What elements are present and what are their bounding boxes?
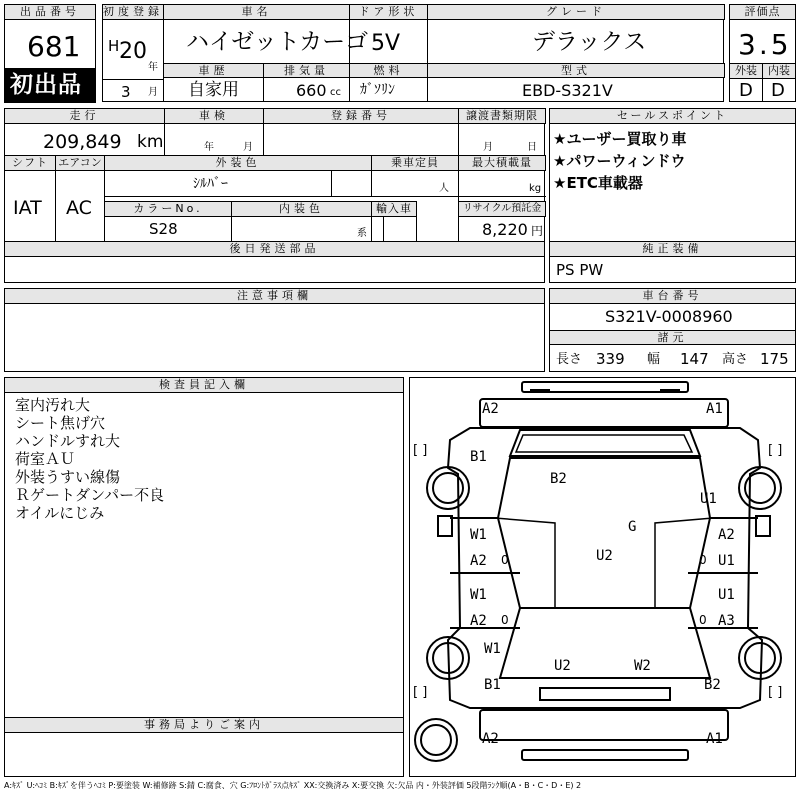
length-label: 長さ	[556, 352, 583, 367]
front-bumper	[480, 399, 728, 427]
month-unit: 月	[148, 87, 158, 98]
height: 175	[760, 350, 789, 368]
mark-left-rear-quarter: W1	[484, 641, 501, 657]
mark-hood: B2	[550, 471, 567, 487]
zero-left-1: 0	[501, 553, 509, 567]
equipment-box	[549, 241, 796, 283]
remark-1: 室内汚れ大	[15, 396, 91, 414]
mileage-unit: km	[137, 132, 164, 152]
mark-right-front-door: A2	[718, 527, 735, 543]
sales-point-3: ★ETC車載器	[553, 174, 643, 192]
interior-color-label: 内装色	[231, 201, 372, 217]
mark-windshield: G	[628, 519, 637, 535]
zero-right-2: 0	[699, 613, 707, 627]
model-code: EBD-S321V	[522, 81, 613, 100]
recycle-label: リサイクル預託金	[458, 201, 546, 217]
shift: IAT	[13, 197, 42, 219]
mark-front-left: A2	[482, 401, 499, 417]
fuel: ｶﾞｿﾘﾝ	[360, 82, 395, 98]
registration-box	[102, 4, 164, 102]
damage-diagram	[409, 377, 796, 777]
car-outline-svg	[410, 378, 797, 778]
import-label: 輸入車	[371, 201, 417, 217]
registration-number-label: 登録番号	[263, 108, 459, 124]
first-listing-label: 初出品	[10, 72, 82, 98]
mark-right-rear-door: U1	[718, 587, 735, 603]
cabin	[498, 458, 710, 608]
transfer-month-unit: 月	[483, 142, 493, 153]
mark-right-rear-door-2: A3	[718, 613, 735, 629]
zero-right-1: 0	[699, 553, 707, 567]
color-number: S28	[149, 220, 178, 238]
rear-bumper-bottom	[522, 750, 688, 760]
first-listing-badge	[4, 68, 96, 103]
capacity-label: 乗車定員	[371, 155, 459, 171]
car-name-label: 車名	[163, 4, 350, 20]
grade-label: グレード	[427, 4, 725, 20]
lot-number-label: 出品番号	[4, 4, 96, 20]
bracket-left-top: [ ]	[413, 443, 428, 458]
door-type: 5V	[371, 31, 401, 56]
score: 3.5	[738, 28, 792, 61]
air-conditioner: AC	[66, 197, 92, 219]
remark-6: Ｒゲートダンパー不良	[15, 486, 165, 504]
zero-left-2: 0	[501, 613, 509, 627]
mark-left-front-fender: B1	[470, 449, 487, 465]
bracket-right-top: [ ]	[768, 443, 783, 458]
sales-point-2: ★パワーウィンドウ	[553, 152, 686, 170]
car-name: ハイゼットカーゴ	[186, 29, 369, 55]
exterior-grade-label: 外装	[729, 63, 763, 79]
mark-right-front-fender: U1	[700, 491, 717, 507]
width-label: 幅	[647, 352, 661, 367]
remark-2: シート焦げ穴	[15, 414, 106, 432]
vehicle-info-box	[4, 108, 545, 242]
mark-left-front-door: W1	[470, 527, 487, 543]
rear-cargo	[500, 608, 710, 678]
mark-rear-bumper-right: A1	[706, 731, 723, 747]
lot-number: 681	[27, 30, 81, 63]
parts-label: 後日発送部品	[4, 241, 545, 257]
height-label: 高さ	[722, 352, 749, 367]
ac-label: エアコン	[55, 155, 105, 171]
interior-grade-label: 内装	[762, 63, 796, 79]
sales-points-label: セールスポイント	[549, 108, 796, 124]
mark-rear-right-cargo: W2	[634, 658, 651, 674]
displacement-label: 排気量	[263, 63, 350, 78]
model-label: 型式	[427, 63, 725, 78]
transfer-deadline-label: 譲渡書類期限	[458, 108, 546, 124]
remark-7: オイルにじみ	[15, 504, 105, 522]
inspector-box	[4, 377, 404, 718]
length: 339	[596, 350, 625, 368]
damage-legend: A:ｷｽﾞ U:ﾍｺﾐ B:ｷｽﾞを伴うﾍｺﾐ P:要塗装 W:補修跡 S:錆 C:腐食、穴 G:ﾌﾛﾝﾄｶﾞﾗｽ点ｷｽﾞ XX:交換済み X:要交換 欠:欠品 内・外装評価 5段階ﾗﾝｸ順(A・B・C・D・E) 2	[4, 781, 582, 790]
equipment-label: 純正装備	[549, 241, 796, 257]
mark-right-rear-corner: B2	[704, 677, 721, 693]
chassis-box	[549, 288, 796, 372]
caution-label: 注意事項欄	[4, 288, 545, 304]
mark-rear-left-cargo: U2	[554, 658, 571, 674]
lot-number-box	[4, 4, 96, 102]
remark-3: ハンドルすれ大	[15, 432, 121, 450]
shift-label: シフト	[4, 155, 56, 171]
mileage-label: 走行	[4, 108, 165, 124]
sales-points-box	[549, 108, 796, 242]
dimensions-label: 諸元	[549, 330, 796, 345]
rear-step	[540, 688, 670, 700]
max-load-unit: kg	[529, 183, 542, 194]
score-box	[729, 4, 796, 102]
mark-left-rear-corner: B1	[484, 677, 501, 693]
chassis-number: S321V-0008960	[605, 307, 733, 326]
office-label: 事務局よりご案内	[4, 717, 404, 733]
color-number-label: カラーNo.	[104, 201, 232, 217]
fuel-label: 燃料	[349, 63, 428, 78]
sales-point-1: ★ユーザー買取り車	[553, 130, 687, 148]
displacement: 660	[296, 81, 327, 100]
equipment: PS PW	[556, 261, 604, 279]
bracket-left-bottom: [ ]	[413, 685, 428, 700]
mark-rear-bumper-left: A2	[482, 731, 499, 747]
mark-left-rear-door: W1	[470, 587, 487, 603]
inspection-year-unit: 年	[204, 142, 214, 153]
max-load-label: 最大積載量	[458, 155, 546, 171]
door-label: ドア形状	[349, 4, 428, 20]
width: 147	[680, 350, 709, 368]
caution-box	[4, 288, 545, 372]
interior-grade: D	[771, 80, 785, 101]
reg-year: 20	[119, 39, 147, 64]
mileage: 209,849	[43, 131, 122, 153]
first-registration-label: 初度登録	[103, 5, 163, 18]
recycle-unit: 円	[531, 224, 544, 238]
rear-bumper	[480, 710, 728, 740]
history-label: 車歴	[163, 63, 264, 78]
history: 自家用	[188, 80, 239, 100]
displacement-unit: cc	[330, 87, 341, 98]
transfer-day-unit: 日	[527, 142, 537, 153]
inspection-month-unit: 月	[243, 142, 253, 153]
inspector-label: 検査員記入欄	[4, 377, 404, 393]
mark-front-right: A1	[706, 401, 723, 417]
parts-box	[4, 241, 545, 283]
remark-5: 外装うすい線傷	[15, 468, 121, 486]
exterior-grade: D	[739, 80, 753, 101]
exterior-color: ｼﾙﾊﾞｰ	[193, 176, 228, 192]
era: H	[108, 37, 120, 55]
mark-roof: U2	[596, 548, 613, 564]
body-outline	[448, 428, 762, 708]
inspection-label: 車検	[164, 108, 264, 124]
exterior-color-label: 外装色	[104, 155, 372, 171]
score-label: 評価点	[729, 4, 796, 20]
reg-month: 3	[121, 83, 131, 101]
mark-right-front-door-2: U1	[718, 553, 735, 569]
recycle-fee: 8,220	[482, 220, 528, 239]
grade: デラックス	[532, 29, 647, 55]
bracket-right-bottom: [ ]	[768, 685, 783, 700]
office-box	[4, 717, 404, 777]
remark-4: 荷室ＡＵ	[15, 450, 76, 468]
mark-left-rear-door-2: A2	[470, 613, 487, 629]
year-unit: 年	[148, 62, 158, 73]
name-grade-box	[163, 4, 724, 102]
mark-left-front-door-2: A2	[470, 553, 487, 569]
chassis-label: 車台番号	[549, 288, 796, 304]
capacity-unit: 人	[439, 183, 449, 194]
interior-color-unit: 系	[357, 228, 367, 239]
